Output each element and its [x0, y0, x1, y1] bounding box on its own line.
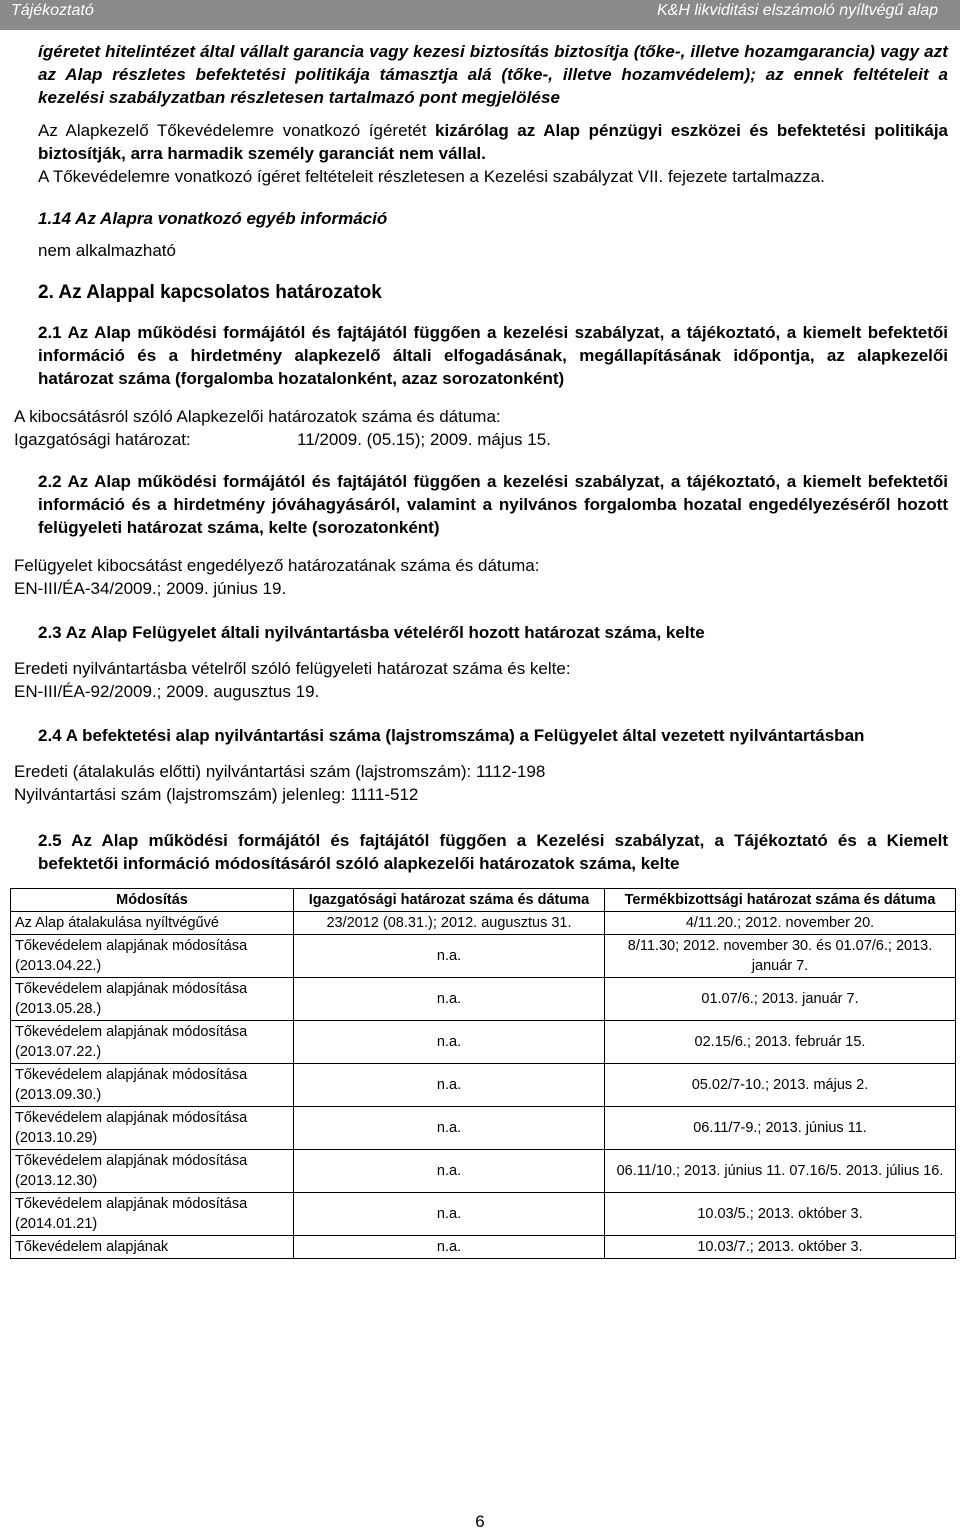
table-cell: 02.15/6.; 2013. február 15. — [605, 1021, 956, 1064]
section-2-1-label: Igazgatósági határozat: — [14, 430, 191, 449]
section-2-heading: 2. Az Alappal kapcsolatos határozatok — [38, 282, 382, 303]
table-cell: Tőkevédelem alapjának módosítása (2013.12.30) — [11, 1150, 294, 1193]
section-2-2-line1: Felügyelet kibocsátást engedélyező határozatának száma és dátuma: — [14, 556, 540, 575]
table-cell: 05.02/7-10.; 2013. május 2. — [605, 1064, 956, 1107]
table-cell: Tőkevédelem alapjának — [11, 1236, 294, 1259]
table-cell: n.a. — [294, 935, 605, 978]
table-row — [11, 978, 956, 1021]
table-row — [11, 1150, 956, 1193]
table-header-cell: Igazgatósági határozat száma és dátuma — [294, 889, 605, 912]
page-header — [0, 0, 960, 30]
section-1-14-text: nem alkalmazható — [38, 241, 176, 260]
modification-table — [10, 888, 956, 1259]
section-2-2-heading: 2.2 Az Alap működési formájától és fajtájától függően a kezelési szabályzat, a tájékoztató, a kiemelt befektetői információ és a hirdetmény jóváhagyásáról, valamint a nyilvános forgalomba hozatal engedélyezéséről hozott felügyeleti határozat száma, kelte (sorozatonként) — [38, 472, 948, 537]
table-header-cell: Módosítás — [11, 889, 294, 912]
table-cell: n.a. — [294, 978, 605, 1021]
table-cell: 06.11/7-9.; 2013. június 11. — [605, 1107, 956, 1150]
section-2-1-heading: 2.1 Az Alap működési formájától és fajtájától függően a kezelési szabályzat, a tájékoztató, a kiemelt befektetői információ és a hirdetmény alapkezelő általi elfogadásának, megállapításának időpontja, az alapkezelői határozat száma (forgalomba hozatalonként, azaz sorozatonként) — [38, 323, 948, 388]
table-cell: 10.03/5.; 2013. október 3. — [605, 1193, 956, 1236]
table-row — [11, 1236, 956, 1259]
table-cell: n.a. — [294, 1150, 605, 1193]
table-cell: 23/2012 (08.31.); 2012. augusztus 31. — [294, 912, 605, 935]
table-cell: Tőkevédelem alapjának módosítása (2013.09.30.) — [11, 1064, 294, 1107]
page-number: 6 — [475, 1512, 485, 1531]
section-2-5-heading: 2.5 Az Alap működési formájától és fajtájától függően a Kezelési szabályzat, a Tájékoztató és a Kiemelt befektetői információ módosításáról szóló alapkezelői határozatok száma, kelte — [38, 831, 948, 873]
table-cell: 4/11.20.; 2012. november 20. — [605, 912, 956, 935]
section-2-4-heading: 2.4 A befektetési alap nyilvántartási száma (lajstromszáma) a Felügyelet által vezetett nyilvántartásban — [38, 726, 865, 745]
intro-paragraph-2: A Tőkevédelemre vonatkozó ígéret feltételeit részletesen a Kezelési szabályzat VII. fejezete tartalmazza. — [38, 167, 825, 186]
table-cell: Tőkevédelem alapjának módosítása (2014.01.21) — [11, 1193, 294, 1236]
table-cell: n.a. — [294, 1107, 605, 1150]
table-cell: n.a. — [294, 1236, 605, 1259]
table-cell: n.a. — [294, 1193, 605, 1236]
table-row — [11, 1064, 956, 1107]
table-row — [11, 1021, 956, 1064]
header-right: K&H likviditási elszámoló nyíltvégű alap — [656, 2, 938, 19]
section-1-14-heading: 1.14 Az Alapra vonatkozó egyéb információ — [38, 209, 388, 228]
table-header-row — [11, 889, 956, 912]
intro-p1-start: Az Alapkezelő Tőkevédelemre vonatkozó ígéretét — [38, 121, 436, 140]
intro-p1-bold: kizárólag az Alap pénzügyi eszközei és befektetési politikája biztosítják, arra harmadik személy garanciát nem vállal. — [38, 121, 948, 163]
table-cell: 8/11.30; 2012. november 30. és 01.07/6.; 2013. január 7. — [605, 935, 956, 978]
table-row — [11, 1193, 956, 1236]
header-left: Tájékoztató — [11, 2, 94, 19]
table-cell: Tőkevédelem alapjának módosítása (2013.04.22.) — [11, 935, 294, 978]
table-cell: Az Alap átalakulása nyíltvégűvé — [11, 912, 294, 935]
table-cell: n.a. — [294, 1064, 605, 1107]
page-content — [14, 40, 948, 1259]
table-row — [11, 1107, 956, 1150]
table-cell: n.a. — [294, 1021, 605, 1064]
intro-bold-italic: ígéretet hitelintézet által vállalt garancia vagy kezesi biztosítás biztosítja (tőke-, illetve hozamgarancia) vagy azt az Alap részletes befektetési politikája támasztja alá (tőke-, illetve hozamvédelem); az ennek feltételeit a kezelési szabályzatban részletesen tartalmazó pont megjelölése — [38, 42, 948, 107]
section-2-3-line1: Eredeti nyilvántartásba vételről szóló felügyeleti határozat száma és kelte: — [14, 659, 571, 678]
table-cell: 01.07/6.; 2013. január 7. — [605, 978, 956, 1021]
table-cell: Tőkevédelem alapjának módosítása (2013.05.28.) — [11, 978, 294, 1021]
table-cell: 10.03/7.; 2013. október 3. — [605, 1236, 956, 1259]
table-row — [11, 912, 956, 935]
table-cell: 06.11/10.; 2013. június 11. 07.16/5. 2013. július 16. — [605, 1150, 956, 1193]
table-row — [11, 935, 956, 978]
section-2-3-heading: 2.3 Az Alap Felügyelet általi nyilvántartásba vételéről hozott határozat száma, kelte — [38, 623, 705, 642]
table-cell: Tőkevédelem alapjának módosítása (2013.07.22.) — [11, 1021, 294, 1064]
section-2-4-line2: Nyilvántartási szám (lajstromszám) jelenleg: 1111-512 — [14, 785, 419, 804]
section-2-2-line2: EN-III/ÉA-34/2009.; 2009. június 19. — [14, 579, 287, 598]
section-2-1-line1: A kibocsátásról szóló Alapkezelői határozatok száma és dátuma: — [14, 407, 501, 426]
intro-paragraph-1 — [14, 119, 948, 165]
table-header-cell: Termékbizottsági határozat száma és dátuma — [605, 889, 956, 912]
section-2-4-line1: Eredeti (átalakulás előtti) nyilvántartási szám (lajstromszám): 1112-198 — [14, 762, 546, 781]
table-cell: Tőkevédelem alapjának módosítása (2013.10.29) — [11, 1107, 294, 1150]
section-2-3-line2: EN-III/ÉA-92/2009.; 2009. augusztus 19. — [14, 682, 320, 701]
section-2-1-value: 11/2009. (05.15); 2009. május 15. — [297, 430, 551, 449]
section-2-1-row — [14, 428, 948, 451]
